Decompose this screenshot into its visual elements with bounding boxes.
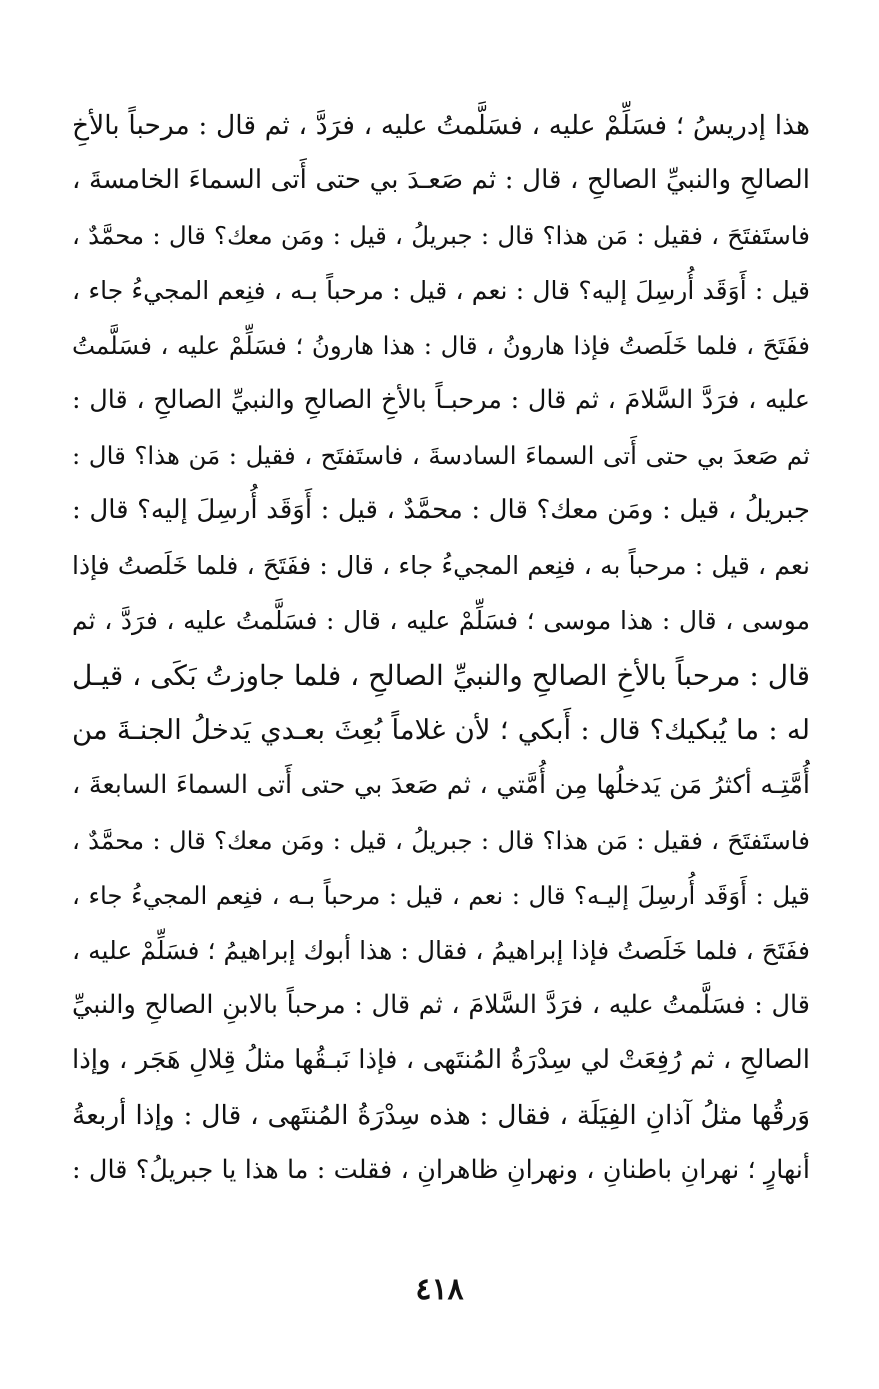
- text-line: ثم صَعدَ بي حتى أَتى السماءَ السادسةَ ، فاستَفتَح ، فقيل : مَن هذا؟ قال :: [72, 441, 810, 470]
- text-line: له : ما يُبكيك؟ قال : أَبكي ؛ لأن غلاماً بُعِثَ بعـدي يَدخلُ الجنـةَ من: [72, 714, 810, 746]
- text-line: قال : مرحباً بالأخِ الصالحِ والنبيِّ الصالحِ ، فلما جاوزتُ بَكَى ، قيـل: [72, 659, 810, 692]
- body-text: [72, 98, 810, 1198]
- text-line: نعم ، قيل : مرحباً به ، فنِعم المجيءُ جاء ، قال : ففَتَحَ ، فلما خَلَصتُ فإذا: [72, 551, 810, 580]
- text-line: ففَتَحَ ، فلما خَلَصتُ فإذا هارونُ ، قال : هذا هارونُ ؛ فسَلِّمْ عليه ، فسَلَّمتُ: [72, 331, 810, 360]
- text-line: جبريلُ ، قيل : ومَن معك؟ قال : محمَّدٌ ، قيل : أَوَقَد أُرسِلَ إليه؟ قال :: [72, 495, 810, 525]
- page-number: ٤١٨: [415, 1272, 464, 1307]
- text-line: الصالحِ والنبيِّ الصالحِ ، قال : ثم صَعـدَ بي حتى أَتى السماءَ الخامسةَ ،: [72, 165, 810, 195]
- text-line: الصالحِ ، ثم رُفِعَتْ لي سِدْرَةُ المُنتَهى ، فإذا نَبـقُها مثلُ قِلالِ هَجَر ، وإذا: [72, 1045, 810, 1075]
- text-line: قال : فسَلَّمتُ عليه ، فرَدَّ السَّلامَ ، ثم قال : مرحباً بالابنِ الصالحِ والنبيِّ: [72, 990, 810, 1020]
- text-line: ففَتَحَ ، فلما خَلَصتُ فإذا إبراهيمُ ، فقال : هذا أبوك إبراهيمُ ؛ فسَلِّمْ عليه ،: [72, 936, 810, 965]
- text-line: فاستَفتَحَ ، فقيل : مَن هذا؟ قال : جبريلُ ، قيل : ومَن معك؟ قال : محمَّدٌ ،: [72, 221, 810, 250]
- text-line: قيل : أَوَقَد أُرسِلَ إليه؟ قال : نعم ، قيل : مرحباً بـه ، فنِعم المجيءُ جاء ،: [72, 276, 810, 305]
- text-line: وَرقُها مثلُ آذانِ الفِيَلَة ، فقال : هذه سِدْرَةُ المُنتَهى ، قال : وإذا أربعةُ: [72, 1100, 810, 1131]
- text-line: أنهارٍ ؛ نهرانِ باطنانِ ، ونهرانِ ظاهرانِ ، فقلت : ما هذا يا جبريلُ؟ قال :: [72, 1155, 810, 1185]
- text-line: فاستَفتَحَ ، فقيل : مَن هذا؟ قال : جبريلُ ، قيل : ومَن معك؟ قال : محمَّدٌ ،: [72, 826, 810, 855]
- text-line: موسى ، قال : هذا موسى ؛ فسَلِّمْ عليه ، قال : فسَلَّمتُ عليه ، فرَدَّ ، ثم: [72, 606, 810, 635]
- text-line: عليه ، فرَدَّ السَّلامَ ، ثم قال : مرحبـاً بالأخِ الصالحِ والنبيِّ الصالحِ ، قال :: [72, 385, 810, 415]
- text-line: أُمَّتِـه أكثرُ مَن يَدخلُها مِن أُمَّتي ، ثم صَعدَ بي حتى أَتى السماءَ السابعةَ ،: [72, 770, 810, 800]
- text-line: هذا إدريسُ ؛ فسَلِّمْ عليه ، فسَلَّمتُ عليه ، فرَدَّ ، ثم قال : مرحباً بالأخِ: [72, 110, 810, 141]
- text-line: قيل : أَوَقَد أُرسِلَ إليـه؟ قال : نعم ، قيل : مرحباً بـه ، فنِعم المجيءُ جاء ،: [72, 881, 810, 910]
